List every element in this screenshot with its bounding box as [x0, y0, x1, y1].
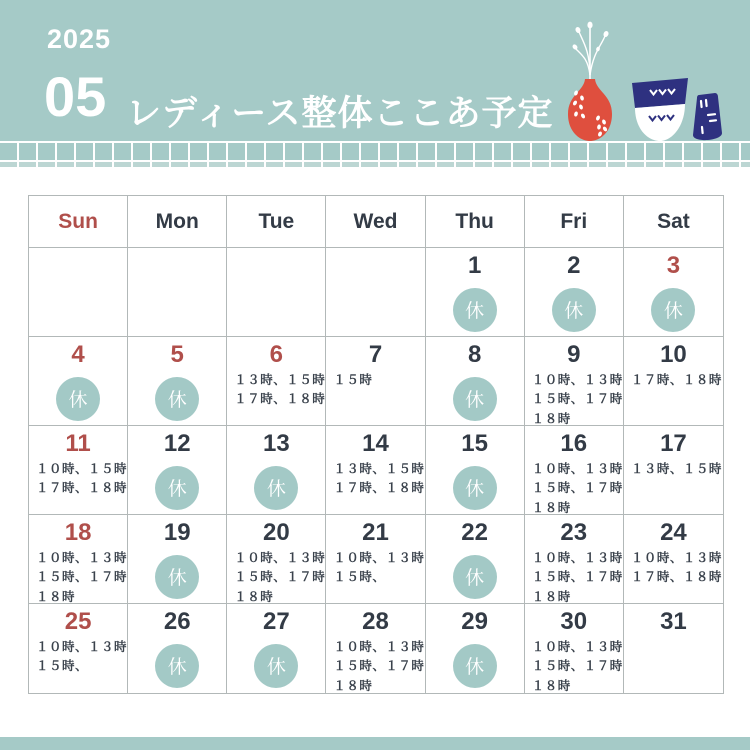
closed-badge: 休: [453, 377, 497, 421]
date-number: 13: [263, 430, 290, 457]
date-number: 26: [163, 608, 191, 635]
calendar-cell-29: [426, 604, 525, 693]
calendar-cell-12: [128, 426, 227, 515]
time-slot: １０時、１３時: [333, 639, 425, 654]
time-slots: [227, 370, 325, 410]
closed-badge: 休: [453, 466, 497, 510]
tile-pattern-band: [0, 141, 750, 167]
date-number: 31: [660, 608, 687, 635]
month-number: 05: [44, 65, 107, 128]
calendar-cell-16: [525, 426, 624, 515]
date-number: 17: [660, 430, 687, 457]
date-number: 18: [64, 519, 92, 546]
time-slot: １８時: [531, 589, 571, 604]
calendar-cell-15: [426, 426, 525, 515]
date-number: 7: [368, 341, 383, 368]
time-slot: １５時、: [36, 659, 89, 674]
calendar-cell-7: [326, 337, 425, 426]
calendar-cell-30: [525, 604, 624, 693]
day-header-sun: [29, 196, 128, 248]
time-slot: １５時、１７時: [333, 659, 425, 674]
day-header-label: Sat: [657, 209, 690, 233]
time-slot: １８時: [36, 589, 76, 604]
time-slot: １０時、１３時: [531, 550, 623, 565]
day-header-sat: [624, 196, 723, 248]
time-slot: １７時、１８時: [630, 570, 722, 585]
closed-badge: 休: [453, 555, 497, 599]
closed-badge: 休: [155, 644, 199, 688]
date-number: 29: [461, 608, 488, 635]
date-number: 12: [163, 430, 191, 457]
time-slot: １８時: [531, 678, 571, 693]
date-number: 25: [64, 608, 92, 635]
closed-badge: 休: [254, 466, 298, 510]
tile-row-large: [0, 141, 750, 160]
time-slot: １５時、１７時: [531, 659, 623, 674]
header-banner: [0, 0, 750, 141]
calendar-cell-13: [227, 426, 326, 515]
closed-badge: 休: [155, 555, 199, 599]
time-slots: [624, 459, 723, 479]
date-number: 27: [263, 608, 290, 635]
closed-badge: 休: [56, 377, 100, 421]
date-number: 8: [467, 341, 482, 368]
calendar-cell-24: [624, 515, 723, 604]
date-number: 3: [666, 252, 681, 279]
day-header-label: Mon: [155, 209, 199, 233]
time-slot: １０時、１３時: [234, 550, 326, 565]
day-header-mon: [128, 196, 227, 248]
day-header-tue: [227, 196, 326, 248]
calendar-cell-3: [624, 248, 723, 337]
calendar-cell-23: [525, 515, 624, 604]
page-title: レディース整体ここあ予定: [126, 94, 554, 133]
day-header-label: Tue: [258, 209, 295, 233]
day-header-wed: [326, 196, 425, 248]
calendar-cell-empty: [128, 248, 227, 337]
date-number: 2: [567, 252, 581, 279]
red-flower-vase-icon: [568, 22, 612, 141]
time-slots: [326, 637, 424, 693]
closed-badge: 休: [552, 288, 596, 332]
date-number: 24: [660, 519, 687, 546]
closed-badge: 休: [651, 288, 695, 332]
time-slot: １０時、１３時: [531, 461, 623, 476]
time-slots: [525, 637, 623, 693]
date-number: 11: [65, 430, 91, 457]
date-number: 10: [660, 341, 687, 368]
calendar-cell-1: [426, 248, 525, 337]
time-slot: １５時、１７時: [36, 570, 128, 585]
calendar-cell-28: [326, 604, 425, 693]
calendar-cell-6: [227, 337, 326, 426]
time-slot: １７時、１８時: [630, 372, 722, 387]
time-slot: １５時、１７時: [531, 481, 623, 496]
closed-badge: 休: [453, 644, 497, 688]
calendar-cell-8: [426, 337, 525, 426]
day-header-label: Thu: [455, 209, 494, 233]
footer-bar: [0, 737, 750, 750]
date-number: 19: [163, 519, 191, 546]
calendar-cell-5: [128, 337, 227, 426]
day-header-fri: [525, 196, 624, 248]
time-slots: [29, 548, 127, 604]
time-slots: [29, 459, 127, 499]
calendar-cell-26: [128, 604, 227, 693]
calendar-cell-10: [624, 337, 723, 426]
time-slot: １５時、: [333, 570, 386, 585]
date-number: 9: [567, 341, 581, 368]
closed-badge: 休: [155, 466, 199, 510]
date-number: 1: [467, 252, 482, 279]
time-slots: [525, 548, 623, 604]
calendar-cell-empty: [326, 248, 425, 337]
day-header-label: Sun: [58, 209, 98, 233]
calendar-cell-18: [29, 515, 128, 604]
time-slot: １８時: [234, 589, 274, 604]
time-slots: [624, 548, 723, 588]
calendar-cell-27: [227, 604, 326, 693]
calendar-cell-11: [29, 426, 128, 515]
calendar-cell-9: [525, 337, 624, 426]
date-number: 20: [263, 519, 290, 546]
time-slot: １５時: [333, 372, 373, 387]
time-slots: [326, 548, 424, 588]
time-slot: １３時、１５時: [333, 461, 425, 476]
calendar-cell-4: [29, 337, 128, 426]
vase-decoration: [542, 19, 724, 141]
time-slots: [525, 370, 623, 426]
time-slot: １０時、１３時: [36, 639, 128, 654]
time-slot: １７時、１８時: [234, 392, 326, 407]
time-slot: １５時、１７時: [531, 392, 623, 407]
date-number: 4: [71, 341, 85, 368]
time-slot: １０時、１３時: [531, 639, 623, 654]
time-slots: [326, 370, 424, 390]
time-slot: １３時、１５時: [234, 372, 326, 387]
time-slot: １５時、１７時: [531, 570, 623, 585]
closed-badge: 休: [254, 644, 298, 688]
calendar-cell-20: [227, 515, 326, 604]
day-header-label: Wed: [353, 209, 398, 233]
time-slot: １３時、１５時: [630, 461, 722, 476]
time-slots: [227, 548, 325, 604]
calendar-cell-25: [29, 604, 128, 693]
time-slot: １０時、１３時: [630, 550, 722, 565]
time-slots: [525, 459, 623, 515]
date-number: 30: [560, 608, 588, 635]
date-number: 28: [362, 608, 389, 635]
calendar-grid: [28, 195, 724, 694]
date-number: 14: [362, 430, 389, 457]
time-slot: １０時、１５時: [36, 461, 128, 476]
calendar-cell-empty: [29, 248, 128, 337]
day-header-label: Fri: [560, 209, 588, 233]
tile-row-small: [0, 160, 750, 167]
date-number: 16: [560, 430, 588, 457]
date-number: 21: [362, 519, 389, 546]
time-slots: [624, 370, 723, 390]
time-slot: １０時、１３時: [36, 550, 128, 565]
date-number: 15: [461, 430, 488, 457]
day-header-thu: [426, 196, 525, 248]
calendar-cell-14: [326, 426, 425, 515]
date-number: 22: [461, 519, 488, 546]
time-slots: [326, 459, 424, 499]
date-number: 5: [170, 341, 184, 368]
time-slots: [29, 637, 127, 677]
calendar-cell-21: [326, 515, 425, 604]
time-slot: １８時: [531, 411, 571, 426]
time-slot: １５時、１７時: [234, 570, 326, 585]
calendar-cell-19: [128, 515, 227, 604]
date-number: 23: [560, 519, 588, 546]
date-number: 6: [269, 341, 284, 368]
time-slot: １８時: [333, 678, 373, 693]
closed-badge: 休: [453, 288, 497, 332]
calendar-cell-empty: [227, 248, 326, 337]
calendar-cell-22: [426, 515, 525, 604]
time-slot: １０時、１３時: [333, 550, 425, 565]
closed-badge: 休: [155, 377, 199, 421]
striped-bowl-icon: [632, 78, 688, 141]
time-slot: １０時、１３時: [531, 372, 623, 387]
time-slot: １８時: [531, 500, 571, 515]
navy-vase-icon: [693, 93, 722, 140]
time-slot: １７時、１８時: [36, 481, 128, 496]
time-slot: １７時、１８時: [333, 481, 425, 496]
year-label: 2025: [47, 24, 112, 54]
calendar-cell-31: [624, 604, 723, 693]
calendar-cell-17: [624, 426, 723, 515]
calendar-cell-2: [525, 248, 624, 337]
